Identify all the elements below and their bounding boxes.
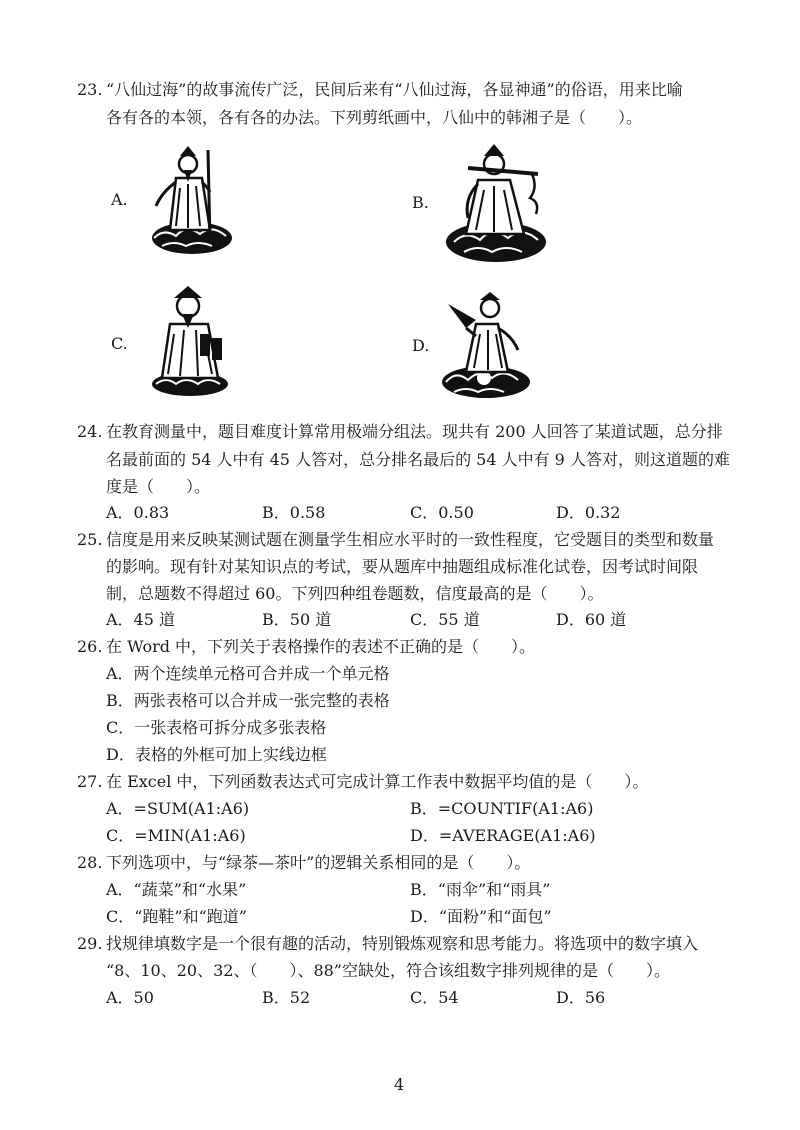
question-26-line-1: 在 Word 中，下列关于表格操作的表述不正确的是（ ）。 — [106, 637, 536, 656]
question-24-number: 24. — [77, 422, 103, 441]
option-29-d: D．56 — [556, 988, 606, 1007]
option-27-d: D．=AVERAGE(A1:A6) — [410, 826, 596, 845]
option-25-a: A．45 道 — [106, 610, 176, 629]
question-24-line-2: 名最前面的 54 人中有 45 人答对，总分排名最后的 54 人中有 9 人答对，则这道题的难 — [106, 450, 730, 469]
option-28-c: C．“跑鞋”和“跑道” — [106, 907, 247, 926]
question-28-line-1: 下列选项中，与“绿茶—茶叶”的逻辑关系相同的是（ ）。 — [106, 853, 531, 872]
option-29-c: C．54 — [410, 988, 459, 1007]
option-23-b-label: B. — [412, 193, 429, 212]
question-27-line-1: 在 Excel 中，下列函数表达式可完成计算工作表中数据平均值的是（ ）。 — [106, 772, 649, 791]
option-25-b: B．50 道 — [262, 610, 332, 629]
question-27-number: 27. — [77, 772, 103, 791]
question-29-line-2: “8、10、20、32、（ ）、88”空缺处，符合该组数字排列规律的是（ ）。 — [106, 961, 670, 980]
option-26-a: A．两个连续单元格可合并成一个单元格 — [106, 664, 390, 683]
option-28-d: D．“面粉”和“面包” — [410, 907, 552, 926]
option-29-a: A．50 — [106, 988, 154, 1007]
question-28-number: 28. — [77, 853, 103, 872]
option-23-a-label: A. — [111, 190, 128, 209]
page-number: 4 — [394, 1075, 405, 1094]
question-26-number: 26. — [77, 637, 103, 656]
option-25-c: C．55 道 — [410, 610, 480, 629]
option-24-c: C．0.50 — [410, 503, 474, 522]
option-28-a: A．“蔬菜”和“水果” — [106, 880, 247, 899]
question-25-line-2: 的影响。现有针对某知识点的考试，要从题库中抽题组成标准化试卷，因考试时间限 — [106, 557, 699, 576]
question-25-line-1: 信度是用来反映某测试题在测量学生相应水平时的一致性程度，它受题目的类型和数量 — [106, 530, 715, 549]
question-23-number: 23. — [77, 80, 103, 99]
option-27-a: A．=SUM(A1:A6) — [106, 799, 250, 818]
question-24-line-3: 度是（ ）。 — [106, 477, 211, 496]
question-23-line-1: “八仙过海”的故事流传广泛，民间后来有“八仙过海，各显神通”的俗语，用来比喻 — [106, 80, 683, 99]
option-27-c: C．=MIN(A1:A6) — [106, 826, 246, 845]
question-25-line-3: 制，总题数不得超过 60。下列四种组卷题数，信度最高的是（ ）。 — [106, 584, 604, 603]
option-23-d-label: D. — [412, 336, 430, 355]
papercut-figure-d — [436, 290, 536, 402]
papercut-figure-a — [140, 138, 240, 260]
question-24-line-1: 在教育测量中，题目难度计算常用极端分组法。现共有 200 人回答了某道试题，总分排 — [106, 422, 723, 441]
question-23-line-2: 各有各的本领，各有各的办法。下列剪纸画中，八仙中的韩湘子是（ ）。 — [106, 108, 643, 127]
option-28-b: B．“雨伞”和“雨具” — [410, 880, 551, 899]
option-27-b: B．=COUNTIF(A1:A6) — [410, 799, 594, 818]
option-25-d: D．60 道 — [556, 610, 627, 629]
option-24-a: A．0.83 — [106, 503, 170, 522]
question-29-line-1: 找规律填数字是一个很有趣的活动，特别锻炼观察和思考能力。将选项中的数字填入 — [106, 934, 699, 953]
option-23-c-label: C. — [111, 334, 128, 353]
option-24-d: D．0.32 — [556, 503, 621, 522]
question-29-number: 29. — [77, 934, 103, 953]
option-26-d: D．表格的外框可加上实线边框 — [106, 745, 327, 764]
papercut-figure-b — [438, 138, 554, 264]
papercut-figure-c — [140, 282, 236, 404]
question-25-number: 25. — [77, 530, 103, 549]
option-24-b: B．0.58 — [262, 503, 326, 522]
option-26-c: C．一张表格可拆分成多张表格 — [106, 718, 327, 737]
option-26-b: B．两张表格可以合并成一张完整的表格 — [106, 691, 390, 710]
option-29-b: B．52 — [262, 988, 311, 1007]
